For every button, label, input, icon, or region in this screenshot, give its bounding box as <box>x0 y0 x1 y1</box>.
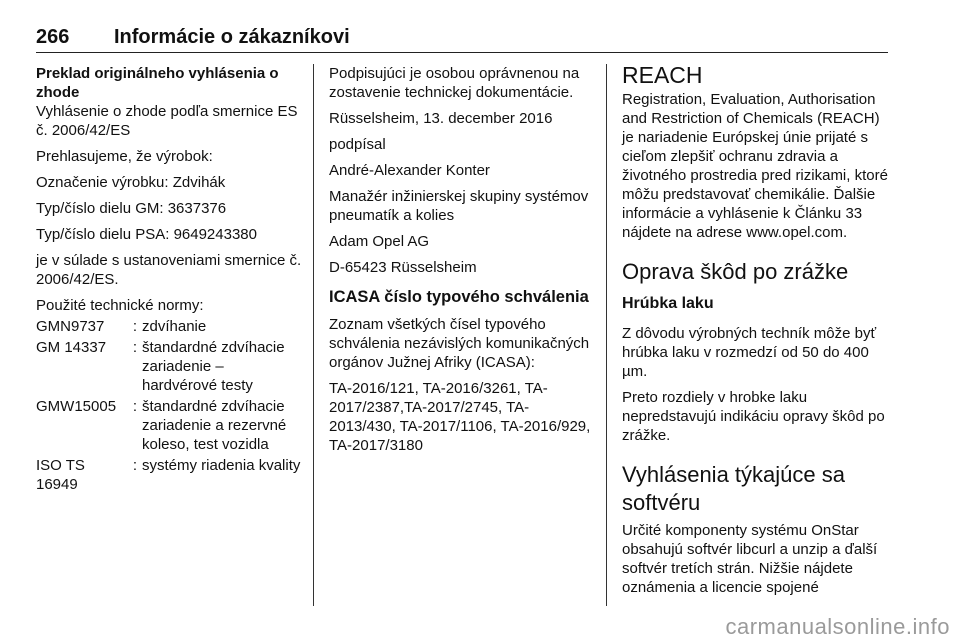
norm-code: GM 14337 <box>36 339 107 356</box>
part-number-psa: Typ/číslo dielu PSA: 9649243380 <box>36 226 257 243</box>
software-heading: Vyhlásenia týkajúce sa softvéru <box>622 462 845 515</box>
signed-label: podpísal <box>329 136 386 153</box>
norm-description: systémy riadenia kvality <box>142 457 301 474</box>
watermark: carmanualsonline.info <box>725 614 950 639</box>
norm-code: GMN9737 <box>36 318 105 335</box>
norm-code: ISO TS 16949 <box>36 457 85 493</box>
paint-text-1: Z dôvodu výrobných techník môže byť hrúbka laku v rozmedzí od 50 do 400 µm. <box>622 325 877 380</box>
norm-separator: : <box>132 339 138 356</box>
reach-text: Registration, Evaluation, Authorisation and Restriction of Chemicals (REACH) je nariadenie Európskej únie prijaté s cieľom zlepšiť ochranu zdravia a životného prostredia pred rizikami, ktoré môžu predstavovať chemikálie. Ďalšie informácie a vyhlásenie k Článku 33 nájdete na adrese www.opel.com. <box>622 91 888 241</box>
norm-row <box>36 397 302 456</box>
column-signature <box>329 64 595 462</box>
page-header <box>36 26 888 53</box>
norm-row <box>36 456 302 494</box>
signatory-statement: Podpisujúci je osobou oprávnenou na zostavenie technickej dokumentácie. <box>329 65 580 101</box>
norm-separator: : <box>132 457 138 474</box>
norm-description: štandardné zdvíhacie zariadenie a rezervné koleso, test vozidla <box>142 398 287 453</box>
norm-description: zdvíhanie <box>142 318 207 335</box>
paint-text-2: Preto rozdiely v hrobke laku nepredstavujú indikáciu opravy škôd po zrážke. <box>622 389 885 444</box>
signatory-name: André-Alexander Konter <box>329 162 490 179</box>
part-number-gm: Typ/číslo dielu GM: 3637376 <box>36 200 227 217</box>
product-name: Označenie výrobku: Zdvihák <box>36 174 226 191</box>
norm-code: GMW15005 <box>36 398 117 415</box>
repair-heading: Oprava škôd po zrážke <box>622 259 849 284</box>
norms-intro: Použité technické normy: <box>36 297 204 314</box>
icasa-heading: ICASA číslo typového schválenia <box>329 288 589 306</box>
norm-separator: : <box>132 318 138 335</box>
paint-subheading: Hrúbka laku <box>622 295 714 312</box>
page-title: Informácie o zákazníkovi <box>114 26 350 48</box>
declaration-directive: Vyhlásenie o zhode podľa smernice ES č. 2006/42/ES <box>36 103 298 139</box>
reach-heading: REACH <box>622 62 703 88</box>
column-divider <box>606 64 607 606</box>
compliance-statement: je v súlade s ustanoveniami smernice č. 2006/42/ES. <box>36 252 302 288</box>
norms-table <box>36 317 302 494</box>
icasa-intro: Zoznam všetkých čísel typového schválenia nezávislých komunikačných orgánov Južnej Afriky (ICASA): <box>329 316 590 371</box>
page-number: 266 <box>36 26 70 48</box>
company-name: Adam Opel AG <box>329 233 430 250</box>
icasa-numbers: TA-2016/121, TA-2016/3261, TA-2017/2387,TA-2017/2745, TA-2013/430, TA-2017/1106, TA-2016/929, TA-2017/3180 <box>329 380 591 454</box>
place-date: Rüsselsheim, 13. december 2016 <box>329 110 553 127</box>
signatory-role: Manažér inžinierskej skupiny systémov pneumatík a kolies <box>329 188 589 224</box>
column-declaration <box>36 64 302 494</box>
column-divider <box>313 64 314 606</box>
column-info <box>622 62 890 604</box>
company-address: D-65423 Rüsselsheim <box>329 259 477 276</box>
norm-row <box>36 317 302 338</box>
norm-separator: : <box>132 398 138 415</box>
declaration-statement: Prehlasujeme, že výrobok: <box>36 148 213 165</box>
norm-row <box>36 338 302 397</box>
norm-description: štandardné zdvíhacie zariadenie – hardvérové testy <box>142 339 285 394</box>
software-text: Určité komponenty systému OnStar obsahujú softvér libcurl a unzip a ďalší softvér tretích strán. Nižšie nájdete oznámenia a licencie spojené <box>622 522 878 596</box>
declaration-heading: Preklad originálneho vyhlásenia o zhode <box>36 65 279 101</box>
